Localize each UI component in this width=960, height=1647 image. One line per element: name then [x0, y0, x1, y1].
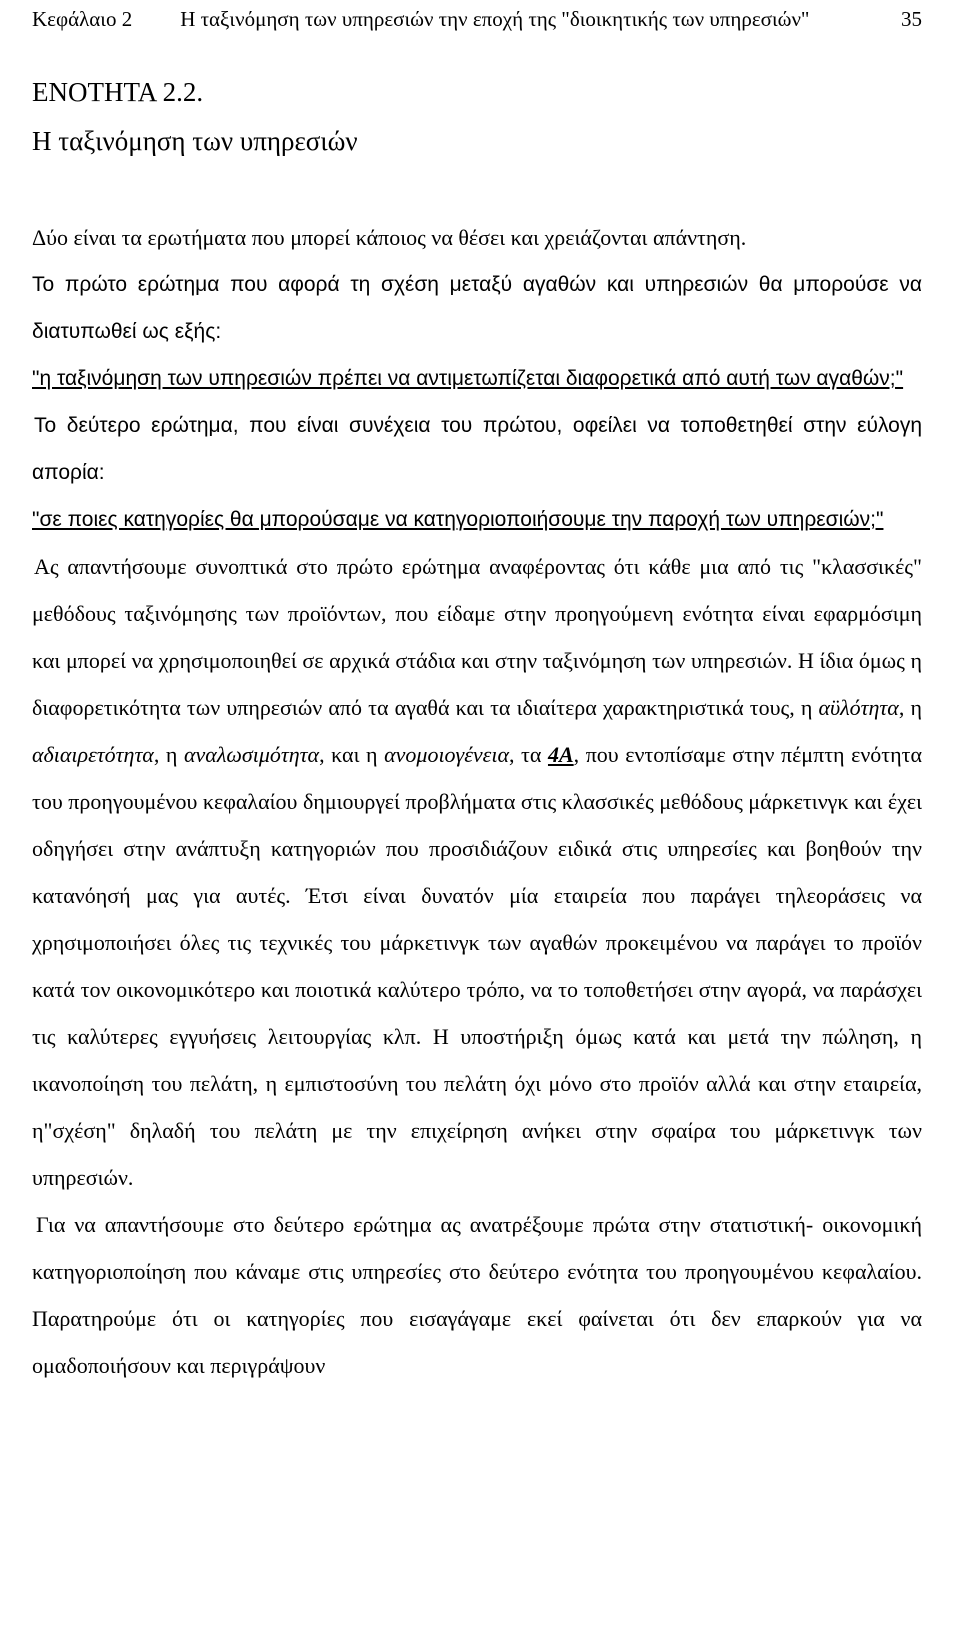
separator: , τα [509, 742, 548, 767]
term-intangibility: αϋλότητα [818, 695, 899, 720]
second-question-lead: Το δεύτερο ερώτημα, που είναι συνέχεια του πρώτου, οφείλει να τοποθετηθεί στην εύλογη απορία: [32, 414, 922, 484]
answer-p1-part-b: , που εντοπίσαμε στην πέμπτη ενότητα του προηγουμένου κεφαλαίου δημιουργεί προβλήματα στις κλασσικές μεθόδους μάρκετινγκ και έχει οδηγήσει στην ανάπτυξη κατηγοριών που προσιδιάζουν ειδικά στις υπηρεσίες και βοηθούν την κατανόησή μας για αυτές. Έτσι είναι δυνατόν μία εταιρεία που παράγει τηλεοράσεις να χρησιμοποιήσει όλες τις τεχνικές του μάρκετινγκ των αγαθών προκειμένου να παράγει το προϊόν κατά τον οικονομικότερο και ποιοτικά καλύτερο τρόπο, να το τοποθετήσει στην αγορά, να παράσχει τις καλύτερες εγγυήσεις λειτουργίας κλπ. Η υποστήριξη όμως κατά και μετά την πώληση, η ικανοποίηση του πελάτη, η εμπιστοσύνη του πελάτη όχι μόνο στο προϊόν αλλά και στην εταιρεία, η"σχέση" δηλαδή του πελάτη με την επιχείρηση ανήκει στην σφαίρα του μάρκετινγκ των υπηρεσιών. [32, 742, 923, 1190]
section-number: ΕΝΟΤΗΤΑ 2.2. [32, 77, 204, 107]
intro-paragraph: Δύο είναι τα ερωτήματα που μπορεί κάποιος να θέσει και χρειάζονται απάντηση. [32, 225, 747, 250]
header-chapter: Κεφάλαιο 2 [32, 7, 133, 31]
answer-p1-part-a: Ας απαντήσουμε συνοπτικά στο πρώτο ερώτημα αναφέροντας ότι κάθε μια από τις "κλασσικές" μεθόδους ταξινόμησης των προϊόντων, που είδαμε στην προηγούμενη ενότητα είναι εφαρμόσιμη και μπορεί να χρησιμοποιηθεί σε αρχικά στάδια και στην ταξινόμηση των υπηρεσιών. Η ίδια όμως η διαφορετικότητα των υπηρεσιών από τα αγαθά και τα ιδιαίτερα χαρακτηριστικά τους, η [32, 554, 922, 720]
body-text [32, 214, 922, 1389]
separator: , η [898, 695, 922, 720]
term-heterogeneity: ανομοιογένεια [384, 742, 509, 767]
running-header [32, 0, 922, 32]
reference-4a: 4Α [547, 742, 574, 767]
header-title: Η ταξινόμηση των υπηρεσιών την εποχή της "διοικητικής των υπηρεσιών" [180, 7, 810, 31]
section-title: Η ταξινόμηση των υπηρεσιών [32, 126, 358, 156]
answer-paragraph-1 [32, 543, 922, 1201]
separator: , και η [319, 742, 385, 767]
header-page-number: 35 [901, 7, 922, 31]
first-question-quote: "η ταξινόμηση των υπηρεσιών πρέπει να αντιμετωπίζεται διαφορετικά από αυτή των αγαθών;" [32, 367, 904, 390]
separator: , η [153, 742, 184, 767]
term-inseparability: αδιαιρετότητα [32, 742, 154, 767]
second-question-quote: "σε ποιες κατηγορίες θα μπορούσαμε να κατηγοριοποιήσουμε την παροχή των υπηρεσιών;" [32, 508, 884, 531]
term-perishability: αναλωσιμότητα [183, 742, 320, 767]
first-question-lead: Το πρώτο ερώτημα που αφορά τη σχέση μεταξύ αγαθών και υπηρεσιών θα μπορούσε να διατυπωθεί ως εξής: [32, 273, 922, 343]
answer-paragraph-2: Για να απαντήσουμε στο δεύτερο ερώτημα ας ανατρέξουμε πρώτα στην στατιστική- οικονομική κατηγοριοποίηση που κάναμε στις υπηρεσίες στο δεύτερο ενότητα του προηγουμένου κεφαλαίου. Παρατηρούμε ότι οι κατηγορίες που εισαγάγαμε εκεί φαίνεται ότι δεν επαρκούν για να ομαδοποιήσουν και περιγράψουν [32, 1212, 922, 1378]
